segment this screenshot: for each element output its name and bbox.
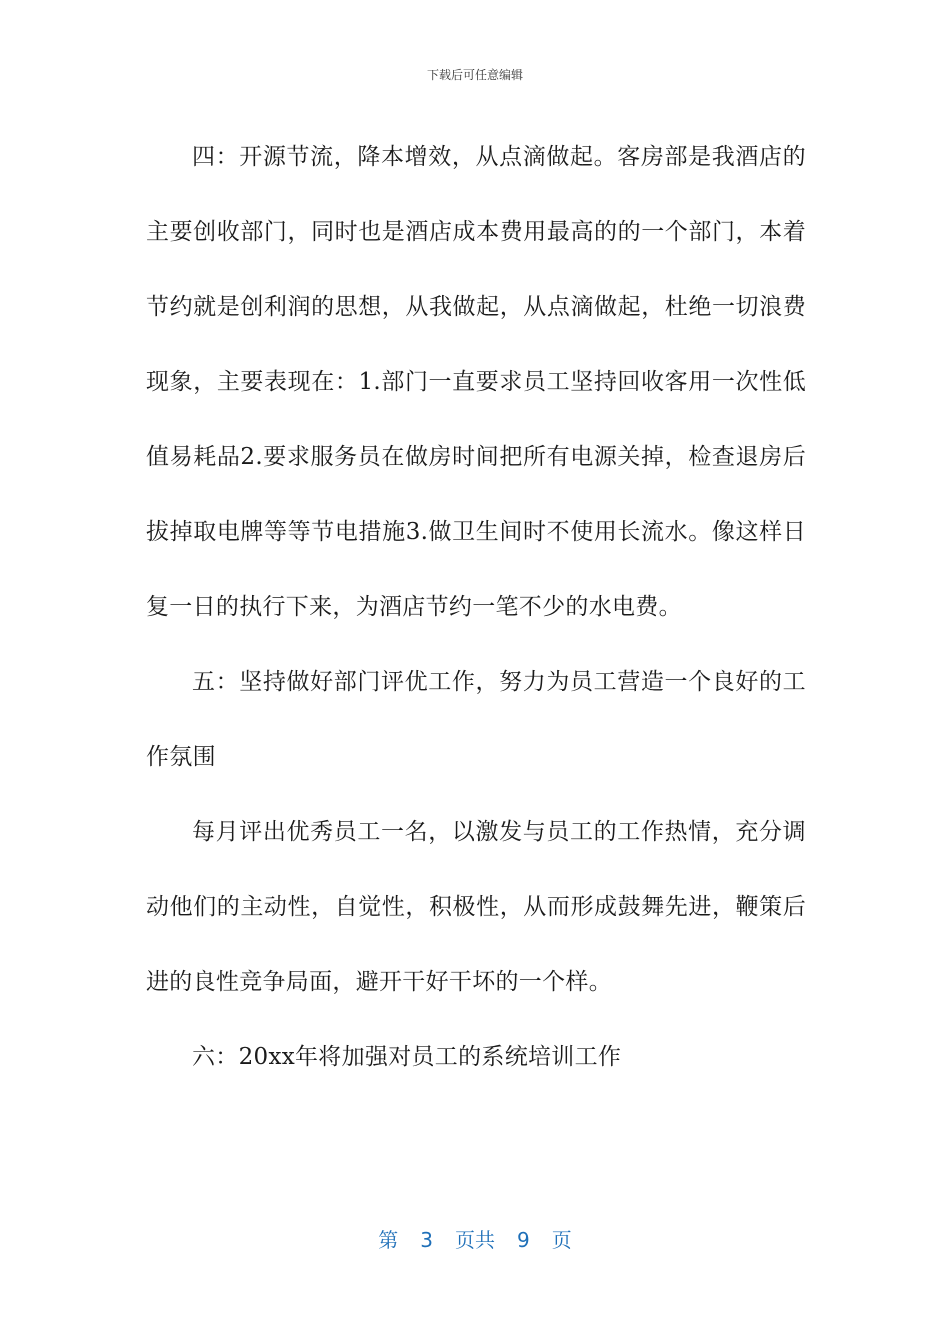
paragraph-section-five-body: 每月评出优秀员工一名，以激发与员工的工作热情，充分调动他们的主动性，自觉性，积极性，从而形成鼓舞先进，鞭策后进的良性竞争局面，避开干好干坏的一个样。 xyxy=(146,819,806,995)
paragraph-section-six-heading: 六：20xx年将加强对员工的系统培训工作 xyxy=(192,1044,622,1070)
footer-prefix: 第 xyxy=(378,1228,399,1252)
paragraph-section-five-heading: 五：坚持做好部门评优工作，努力为员工营造一个良好的工作氛围 xyxy=(146,669,806,770)
paragraph-section-four: 四：开源节流，降本增效，从点滴做起。客房部是我酒店的主要创收部门，同时也是酒店成本费用最高的的一个部门，本着节约就是创利润的思想，从我做起，从点滴做起，杜绝一切浪费现象，主要表现在：1.部门一直要求员工坚持回收客用一次性低值易耗品2.要求服务员在做房时间把所有电源关掉，检查退房后拔掉取电牌等等节电措施3.做卫生间时不使用长流水。像这样日复一日的执行下来，为酒店节约一笔不少的水电费。 xyxy=(146,144,806,620)
footer-current-page: 3 xyxy=(420,1228,433,1252)
document-body xyxy=(146,120,806,1095)
footer-total-pages: 9 xyxy=(517,1228,530,1252)
footer-middle: 页共 xyxy=(455,1228,495,1252)
header-note: 下载后可任意编辑 xyxy=(426,68,523,82)
page-footer xyxy=(0,1224,950,1253)
footer-suffix: 页 xyxy=(551,1228,572,1252)
